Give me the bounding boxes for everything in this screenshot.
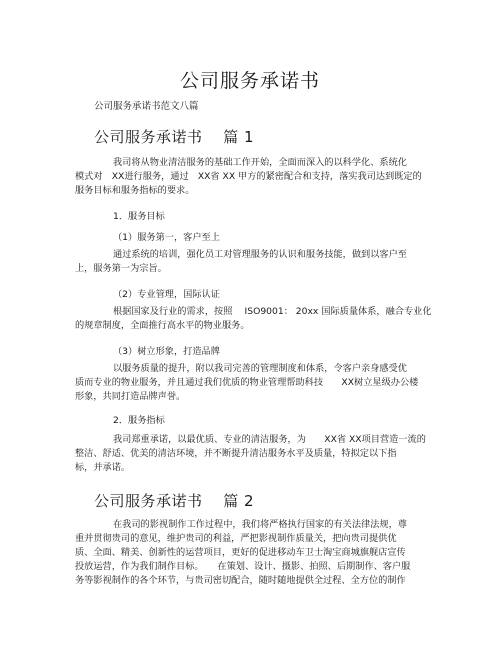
paragraph-brand bbox=[75, 362, 427, 404]
text-line: 的规章制度，全面推行高水平的物业服务。 bbox=[75, 320, 250, 331]
list-item-brand: （3）树立形象，打造品牌 bbox=[113, 346, 220, 357]
text-line: 通过系统的培训，强化员工对管理服务的认识和服务技能，做到以客户至 bbox=[113, 249, 407, 260]
paragraph-video-production bbox=[75, 518, 427, 588]
list-item-service-first: （1）服务第一，客户至上 bbox=[113, 232, 220, 243]
list-item-professional: （2）专业管理，国际认证 bbox=[113, 289, 220, 300]
document-title: 公司服务承诺书 bbox=[179, 70, 320, 92]
list-item-service-goal: 1．服务目标 bbox=[113, 211, 165, 222]
text-line: 我司郑重承诺，以最优质、专业的清洁服务，为 XX省 XX项目营造一流的 bbox=[113, 434, 426, 445]
text-line: 我司将从物业清洁服务的基础工作开始，全面而深入的以科学化、系统化 bbox=[113, 157, 407, 168]
text-line: 质而专业的物业服务，并且通过我们优质的物业管理帮助科技 XX树立星级办公楼 bbox=[75, 377, 419, 388]
paragraph-intro bbox=[75, 156, 427, 198]
text-line: 务等影视制作的各个环节，与贵司密切配合，随时随地提供全过程、全方位的制作 bbox=[75, 575, 406, 586]
text-line: 形象，共同打造品牌声誉。 bbox=[75, 391, 186, 402]
paragraph-service-first bbox=[75, 248, 427, 276]
text-line: 模式对 XX进行服务，通过 XX省 XX 甲方的紧密配合和支持，落实我司达到既定的 bbox=[75, 171, 422, 182]
text-line: 重并贯彻贵司的意见，维护贵司的利益，严把影视制作质量关，把向贵司提供优 bbox=[75, 533, 397, 544]
text-line: 投放运营，作为我们制作目标。 在策划、设计、摄影、拍照、后期制作、客户服 bbox=[75, 561, 411, 572]
text-line: 根据国家及行业的需求，按照 ISO9001： 20xx 国际质量体系，融合专业化 bbox=[113, 306, 432, 317]
text-line: 整洁、舒适、优美的清洁环境，并不断提升清洁服务水平及质量，特拟定以下指 bbox=[75, 448, 397, 459]
paragraph-service-index bbox=[75, 433, 427, 475]
text-line: 上，服务第一为宗旨。 bbox=[75, 263, 167, 274]
section-heading-2: 公司服务承诺书 篇 2 bbox=[94, 492, 255, 510]
text-line: 标，并承诺。 bbox=[75, 462, 131, 473]
list-item-service-index: 2．服务指标 bbox=[113, 415, 165, 426]
text-line: 在我司的影视制作工作过程中，我们将严格执行国家的有关法律法规，尊 bbox=[113, 519, 407, 530]
text-line: 质、全面、精美、创新性的运营项目，更好的促进移动车卫士淘宝商城旗舰店宣传 bbox=[75, 547, 406, 558]
text-line: 以服务质量的提升，附以我司完善的管理制度和体系，令客户亲身感受优 bbox=[113, 363, 407, 374]
section-heading-1: 公司服务承诺书 篇 1 bbox=[94, 128, 255, 146]
paragraph-professional bbox=[75, 305, 432, 333]
document-subtitle: 公司服务承诺书范文八篇 bbox=[94, 101, 199, 112]
text-line: 服务目标和服务指标的要求。 bbox=[75, 185, 195, 196]
